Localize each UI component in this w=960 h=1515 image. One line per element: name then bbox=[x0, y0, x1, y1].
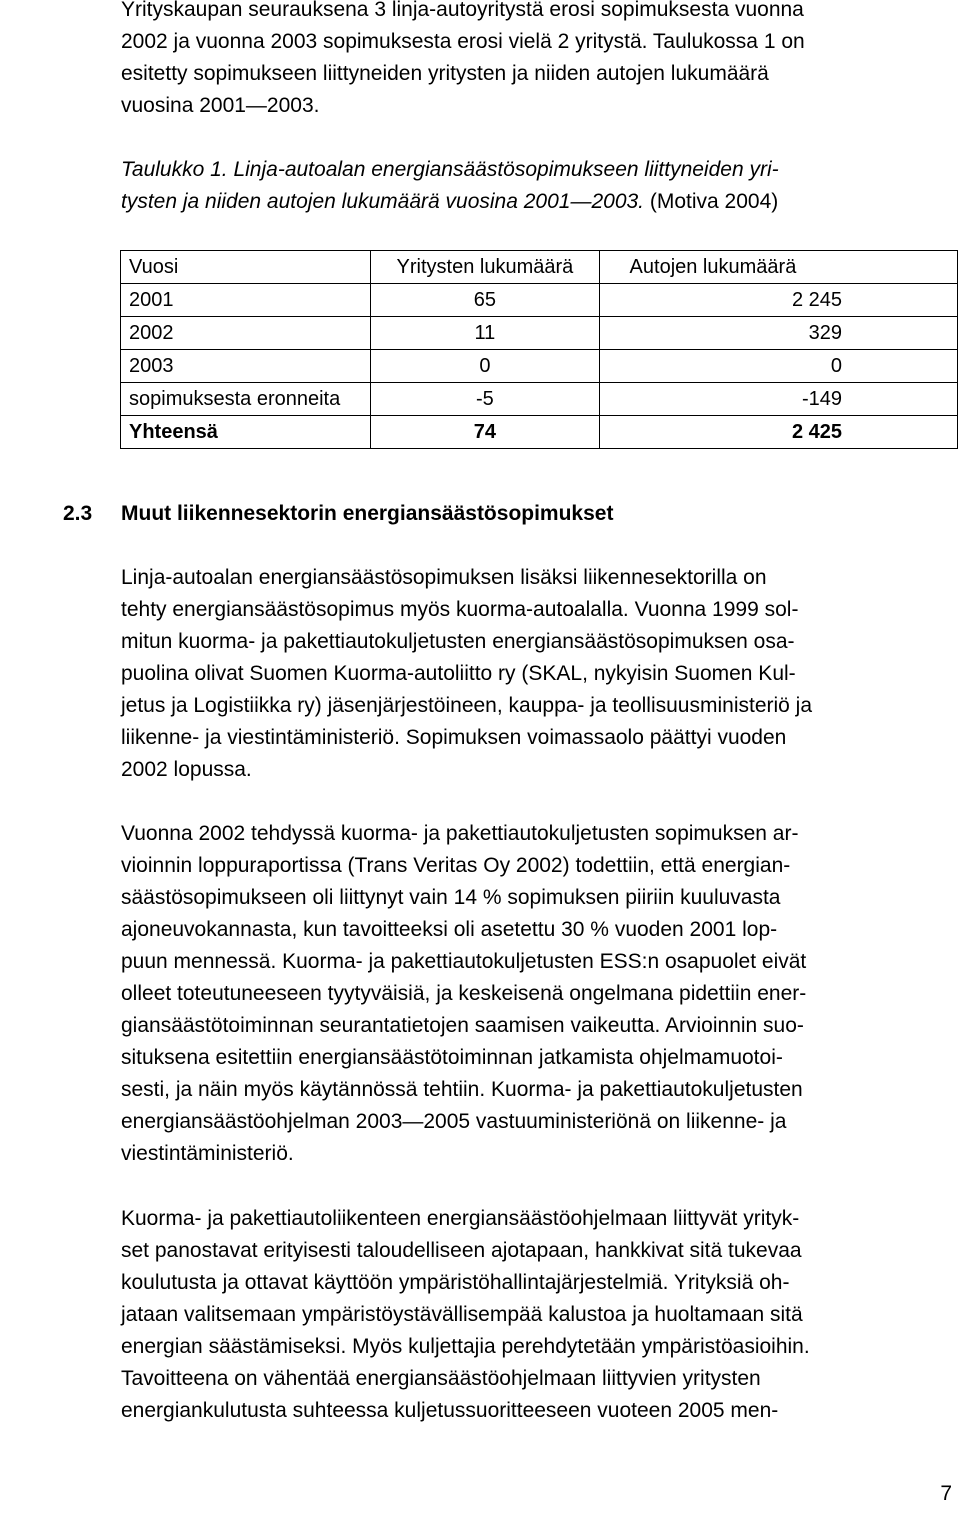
table-total-row bbox=[121, 416, 958, 449]
text-line: Kuorma- ja pakettiautoliikenteen energiansäästöohjelmaan liittyvät yrityk- bbox=[121, 1207, 800, 1230]
table-cell: 74 bbox=[371, 416, 599, 449]
intro-paragraph bbox=[121, 0, 953, 122]
table-cell: 2 245 bbox=[599, 284, 957, 317]
text-line: Linja-autoalan energiansäästösopimuksen lisäksi liikennesektorilla on bbox=[121, 566, 767, 589]
table-header: Yritysten lukumäärä bbox=[371, 251, 599, 284]
section-title: Muut liikennesektorin energiansäästösopimukset bbox=[121, 502, 614, 525]
text-line: puun mennessä. Kuorma- ja pakettiautokuljetusten ESS:n osapuolet eivät bbox=[121, 950, 807, 973]
text-line: viestintäministeriö. bbox=[121, 1142, 294, 1165]
text-line: energiankulutusta suhteessa kuljetussuoritteeseen vuoteen 2005 men- bbox=[121, 1399, 779, 1422]
page-number: 7 bbox=[940, 1482, 952, 1505]
table-header-row bbox=[121, 251, 958, 284]
text-line: Vuonna 2002 tehdyssä kuorma- ja pakettiautokuljetusten sopimuksen ar- bbox=[121, 822, 799, 845]
table-cell: 11 bbox=[371, 317, 599, 350]
text-line: jetus ja Logistiikka ry) jäsenjärjestöineen, kauppa- ja teollisuusministeriö ja bbox=[121, 694, 813, 717]
table-cell: 65 bbox=[371, 284, 599, 317]
table-cell: 2001 bbox=[121, 284, 371, 317]
table-header: Vuosi bbox=[121, 251, 371, 284]
table-cell: 2002 bbox=[121, 317, 371, 350]
text-line: giansäästötoiminnan seurantatietojen saamisen vaikeutta. Arvioinnin suo- bbox=[121, 1014, 804, 1037]
text-line: situksena esitettiin energiansäästötoiminnan jatkamista ohjelmamuotoi- bbox=[121, 1046, 783, 1069]
text-line: tehty energiansäästösopimus myös kuorma-autoalalla. Vuonna 1999 sol- bbox=[121, 598, 799, 621]
caption-line-2 bbox=[121, 186, 953, 218]
text-line: jataan valitsemaan ympäristöystävällisempää kalustoa ja huoltamaan sitä bbox=[121, 1303, 803, 1326]
text-line: ajoneuvokannasta, kun tavoitteeksi oli asetettu 30 % vuoden 2001 lop- bbox=[121, 918, 778, 941]
table-row bbox=[121, 350, 958, 383]
text-line: sesti, ja näin myös käytännössä tehtiin. Kuorma- ja pakettiautokuljetusten bbox=[121, 1078, 803, 1101]
text-line: energian säästämiseksi. Myös kuljettajia perehdytetään ympäristöasioihin. bbox=[121, 1335, 810, 1358]
text-line: säästösopimukseen oli liittynyt vain 14 % sopimuksen piiriin kuuluvasta bbox=[121, 886, 781, 909]
data-table bbox=[120, 250, 958, 449]
table-cell: sopimuksesta eronneita bbox=[121, 383, 371, 416]
text-line: vioinnin loppuraportissa (Trans Veritas Oy 2002) todettiin, että energian- bbox=[121, 854, 791, 877]
table-row bbox=[121, 317, 958, 350]
text-line: olleet toteutuneeseen tyytyväisiä, ja keskeisenä ongelmana pidettiin ener- bbox=[121, 982, 807, 1005]
text-line: liikenne- ja viestintäministeriö. Sopimuksen voimassaolo päättyi vuoden bbox=[121, 726, 787, 749]
section-heading bbox=[63, 498, 613, 530]
text-line: esitetty sopimukseen liittyneiden yritysten ja niiden autojen lukumäärä bbox=[121, 62, 769, 85]
text-line: Tavoitteena on vähentää energiansäästöohjelmaan liittyvien yritysten bbox=[121, 1367, 761, 1390]
body-paragraph bbox=[121, 818, 953, 1170]
body-paragraph bbox=[121, 1203, 953, 1427]
table-row bbox=[121, 284, 958, 317]
text-line: koulutusta ja ottavat käyttöön ympäristöhallintajärjestelmiä. Yrityksiä oh- bbox=[121, 1271, 790, 1294]
table-cell: 329 bbox=[599, 317, 957, 350]
table-cell: 2 425 bbox=[599, 416, 957, 449]
caption-text: tysten ja niiden autojen lukumäärä vuosina 2001—2003. bbox=[121, 190, 645, 213]
text-line: 2002 ja vuonna 2003 sopimuksesta erosi vielä 2 yritystä. Taulukossa 1 on bbox=[121, 30, 805, 53]
table-header: Autojen lukumäärä bbox=[599, 251, 957, 284]
table-cell: 0 bbox=[371, 350, 599, 383]
caption-source: (Motiva 2004) bbox=[644, 190, 779, 213]
text-line: 2002 lopussa. bbox=[121, 758, 252, 781]
table-cell: 2003 bbox=[121, 350, 371, 383]
table-cell: -5 bbox=[371, 383, 599, 416]
section-number: 2.3 bbox=[63, 502, 93, 525]
text-line: set panostavat erityisesti taloudelliseen ajotapaan, hankkivat sitä tukevaa bbox=[121, 1239, 802, 1262]
table-cell: -149 bbox=[599, 383, 957, 416]
caption-line: Taulukko 1. Linja-autoalan energiansäästösopimukseen liittyneiden yri- bbox=[121, 158, 779, 181]
text-line: energiansäästöohjelman 2003—2005 vastuuministeriönä on liikenne- ja bbox=[121, 1110, 787, 1133]
text-line: vuosina 2001—2003. bbox=[121, 94, 320, 117]
table-caption bbox=[121, 154, 953, 218]
text-line: mitun kuorma- ja pakettiautokuljetusten energiansäästösopimuksen osa- bbox=[121, 630, 795, 653]
table-row bbox=[121, 383, 958, 416]
body-paragraph bbox=[121, 562, 953, 786]
table-cell: 0 bbox=[599, 350, 957, 383]
table-cell: Yhteensä bbox=[121, 416, 371, 449]
text-line: Yrityskaupan seurauksena 3 linja-autoyritystä erosi sopimuksesta vuonna bbox=[121, 0, 804, 21]
text-line: puolina olivat Suomen Kuorma-autoliitto ry (SKAL, nykyisin Suomen Kul- bbox=[121, 662, 796, 685]
